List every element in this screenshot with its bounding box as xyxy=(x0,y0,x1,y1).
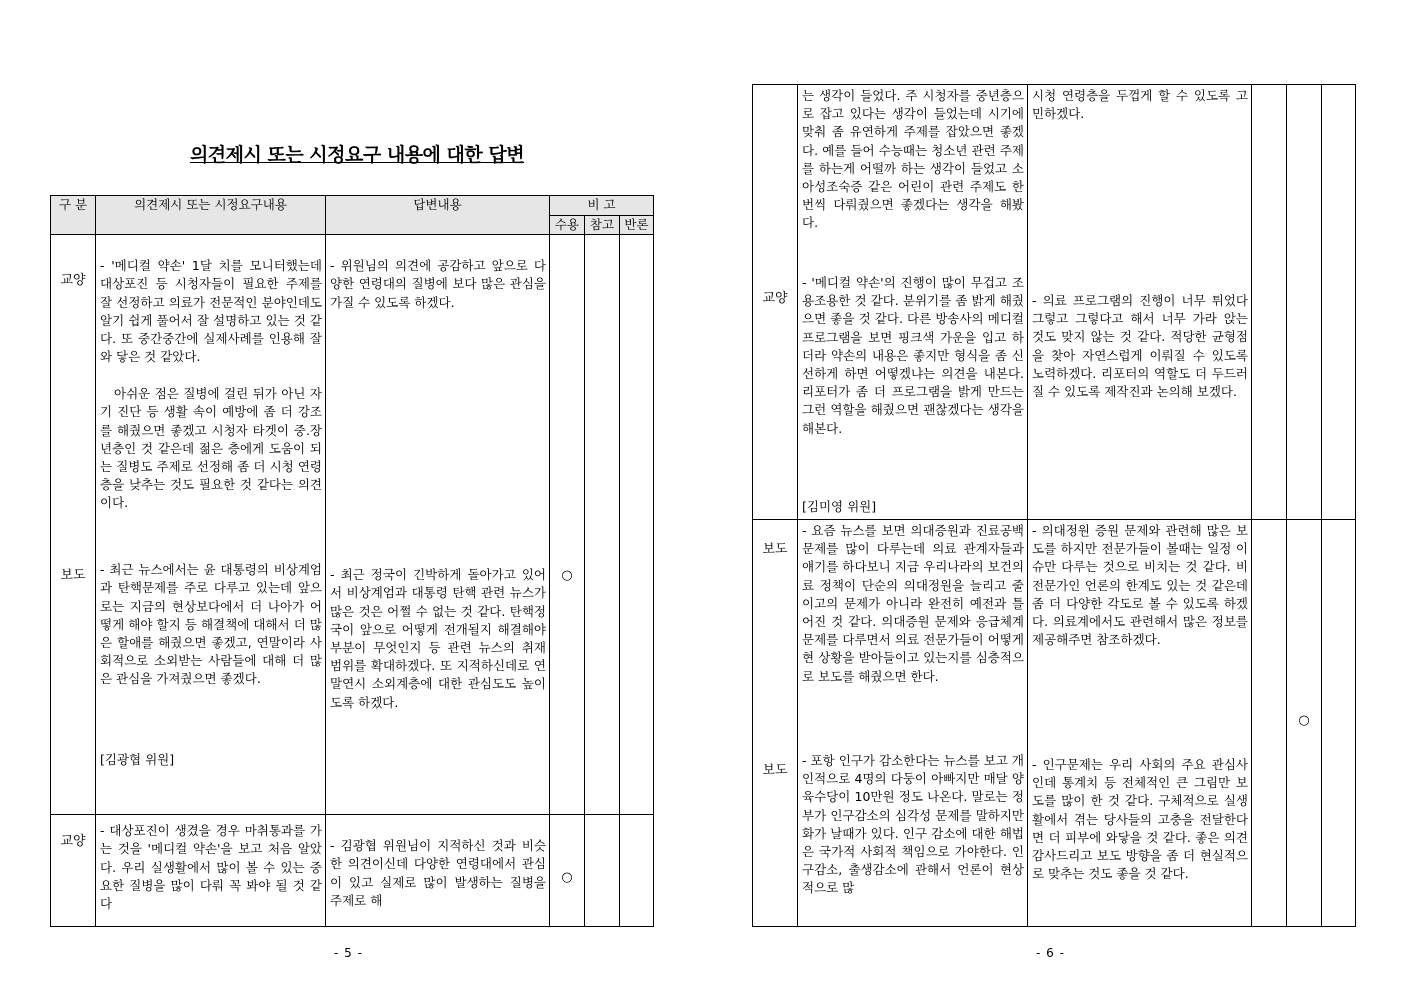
header-reject: 반론 xyxy=(620,216,654,235)
page-number: - 5 - xyxy=(334,946,363,960)
reference-cell xyxy=(585,815,620,927)
header-remarks: 비 고 xyxy=(550,196,654,216)
opinion-text: 는 생각이 들었다. 주 시청자를 중년층으로 잡고 있다는 생각이 들었는데 시기에 맞춰 좀 유연하게 주제를 잡았으면 좋겠다. 예를 들어 수능때는 청소년 관련 주제를 하는게 어떨까 하는 생각이 들었고 소아성조숙증 같은 어린이 관련 주제도 한번씩 다뤄줬으면 좋겠다는 생각을 해봤다. xyxy=(802,88,1024,231)
reference-cell xyxy=(1287,520,1322,927)
header-opinion: 의견제시 또는 시정요구내용 xyxy=(96,196,326,235)
opinion-cell xyxy=(798,85,1028,520)
page-number: - 6 - xyxy=(1036,946,1065,960)
category-label: 교양 xyxy=(60,273,86,289)
header-response: 답변내용 xyxy=(326,196,550,235)
response-text: 시청 연령층을 두껍게 할 수 있도록 고민하겠다. xyxy=(1032,88,1248,122)
reference-cell xyxy=(585,235,620,815)
page-title: 의견제시 또는 시정요구 내용에 대한 답변 xyxy=(189,144,525,166)
committee-signature: [김광협 위원] xyxy=(100,752,175,768)
response-text: - 의대정원 증원 문제와 관련해 많은 보도를 하지만 전문가들이 볼때는 일정 이슈만 다루는 것으로 비치는 것 같다. 비 전문가인 언론의 한계도 있는 것 같은데 좀 더 다양한 각도로 볼 수 있도록 하겠다. 의료계에서도 관련해서 많은 정보를 제공해주면 참조하겠다. xyxy=(1032,523,1248,648)
response-cell xyxy=(1028,85,1252,520)
response-cell xyxy=(326,815,550,927)
category-label: 교양 xyxy=(60,834,86,850)
accept-cell xyxy=(550,235,585,815)
accept-mark: ○ xyxy=(561,568,573,584)
response-cell xyxy=(1028,520,1252,927)
reject-cell xyxy=(620,815,654,927)
response-text: - 최근 정국이 긴박하게 돌아가고 있어서 비상계엄과 대통령 탄핵 관련 뉴스가 많은 것은 어쩔 수 없는 것 같다. 탄핵정국이 앞으로 어떻게 전개될지 해결해야 부분이 무엇인지 등 관련 뉴스의 취재 범위를 확대하겠다. 또 지적하신데로 연말연시 소외계층에 대한 관심도도 높이도록 하겠다. xyxy=(330,567,546,710)
opinion-text: 아쉬운 점은 질병에 걸린 뒤가 아닌 자기 진단 등 생활 속이 예방에 좀 더 강조를 해줬으면 좋겠고 시청자 타겟이 중.장년층인 것 같은데 젊은 층에게 도움이 되는 질병도 주제로 선정해 좀 더 시청 연령층을 낮추는 것도 필요한 것 같다는 의견이다. xyxy=(100,386,322,511)
header-category: 구 분 xyxy=(51,196,96,235)
opinion-text: - '메디컬 약손' 1달 치를 모니터했는데 대상포진 등 시청자들이 필요한 주제를 잘 선정하고 의료가 전문적인 분야인데도 알기 쉽게 풀어서 잘 설명하고 있는 것 같다. 또 중간중간에 실제사례를 인용해 잘 와 닿은 것 같았다. xyxy=(100,258,322,365)
opinion-text: - 요즘 뉴스를 보면 의대증원과 진료공백 문제를 많이 다루는데 의료 관계자들과 얘기를 하다보니 지금 우리나라의 보건의료 정책이 단순의 의대정원을 늘리고 줄이고의 문제가 아니라 완전히 예전과 틀어진 것 같다. 의대증원 문제와 응급체계 문제를 다루면서 의료 전문가들이 어떻게 현 상황을 받아들이고 있는지를 심층적으로 보도를 해줬으면 한다. xyxy=(802,523,1024,684)
opinion-cell xyxy=(96,235,326,815)
category-label: 보도 xyxy=(60,568,86,584)
opinion-text: - '메디컬 약손'의 진행이 많이 무겁고 조용조용한 것 같다. 분위기를 좀 밝게 해줬으면 좋을 것 같다. 다른 방송사의 메디컬 프로그램을 보면 핑크색 가운을 입고 하더라 약손의 내용은 좋지만 형식을 좀 신선하게 하면 어떻겠냐는 의견을 내본다. 리포터가 좀 더 프로그램을 밝게 만드는 그런 역할을 해줬으면 괜찮겠다는 생각을 해본다. xyxy=(802,275,1024,436)
category-cell xyxy=(753,520,798,927)
reference-mark: ○ xyxy=(1298,713,1310,728)
left-table xyxy=(50,195,654,927)
response-text: - 김광협 위원님이 지적하신 것과 비슷한 의견이신데 다양한 연령대에서 관심이 있고 실제로 많이 발생하는 질병을 주제로 해 xyxy=(330,838,546,908)
opinion-text: - 포항 인구가 감소한다는 뉴스를 보고 개인적으로 4명의 다둥이 아빠지만 매달 양육수당이 10만원 정도 나온다. 말로는 정부가 인구감소의 심각성 문제를 말하지만 화가 날때가 있다. 인구 감소에 대한 해법은 국가적 사회적 책임으로 가야한다. 인구감소, 출생감소에 관해서 언론이 현상적으로 많 xyxy=(802,753,1024,896)
response-text: - 위원님의 의견에 공감하고 앞으로 다양한 연령대의 질병에 보다 많은 관심을 가질 수 있도록 하겠다. xyxy=(330,258,546,310)
accept-cell xyxy=(1252,520,1287,927)
category-label: 보도 xyxy=(762,542,788,557)
opinion-text: - 대상포진이 생겼을 경우 마취통과를 가는 것을 '메디컬 약손'을 보고 처음 알았다. 우리 실생활에서 많이 볼 수 있는 중요한 질병을 많이 다뤄 꼭 봐야 될 것 같다 xyxy=(100,823,322,912)
reference-cell xyxy=(1287,85,1322,520)
category-label: 보도 xyxy=(762,763,788,778)
accept-cell xyxy=(550,815,585,927)
response-text: - 인구문제는 우리 사회의 주요 관심사인데 통계치 등 전체적인 큰 그림만 보도를 많이 한 것 같다. 구체적으로 실생활에서 겪는 당사들의 고충을 전달한다면 더 피부에 와닿을 것 같다. 좋은 의견 감사드리고 보도 방향을 좀 더 현실적으로 맞추는 것도 좋을 것 같다. xyxy=(1032,757,1248,882)
category-cell xyxy=(753,85,798,520)
header-reference: 참고 xyxy=(585,216,620,235)
opinion-cell xyxy=(96,815,326,927)
reject-cell xyxy=(1322,520,1356,927)
category-cell xyxy=(51,815,96,927)
accept-cell xyxy=(1252,85,1287,520)
committee-signature: [김미영 위원] xyxy=(802,499,877,514)
right-table xyxy=(752,84,1356,927)
response-text: - 의료 프로그램의 진행이 너무 튀었다 그렇고 그렇다고 해서 너무 가라 앉는 것도 맞지 않는 것 같다. 적당한 균형점을 찾아 자연스럽게 이뤄질 수 있도록 노력하겠다. 리포터의 역할도 더 두드러질 수 있도록 제작진과 논의해 보겠다. xyxy=(1032,293,1248,400)
accept-mark: ○ xyxy=(561,870,573,886)
reject-cell xyxy=(620,235,654,815)
reject-cell xyxy=(1322,85,1356,520)
category-label: 교양 xyxy=(762,291,788,306)
header-accept: 수용 xyxy=(550,216,585,235)
category-cell xyxy=(51,235,96,815)
opinion-text: - 최근 뉴스에서는 윤 대통령의 비상계엄과 탄핵문제를 주로 다루고 있는데 앞으로는 지금의 현상보다에서 더 나아가 어떻게 해야 할지 등 해결책에 대해서 더 많은 할애를 해줬으면 좋겠고, 연말이라 사회적으로 소외받는 사람들에 대해 더 많은 관심을 가져줬으면 좋겠다. xyxy=(100,562,322,687)
opinion-cell xyxy=(798,520,1028,927)
response-cell xyxy=(326,235,550,815)
